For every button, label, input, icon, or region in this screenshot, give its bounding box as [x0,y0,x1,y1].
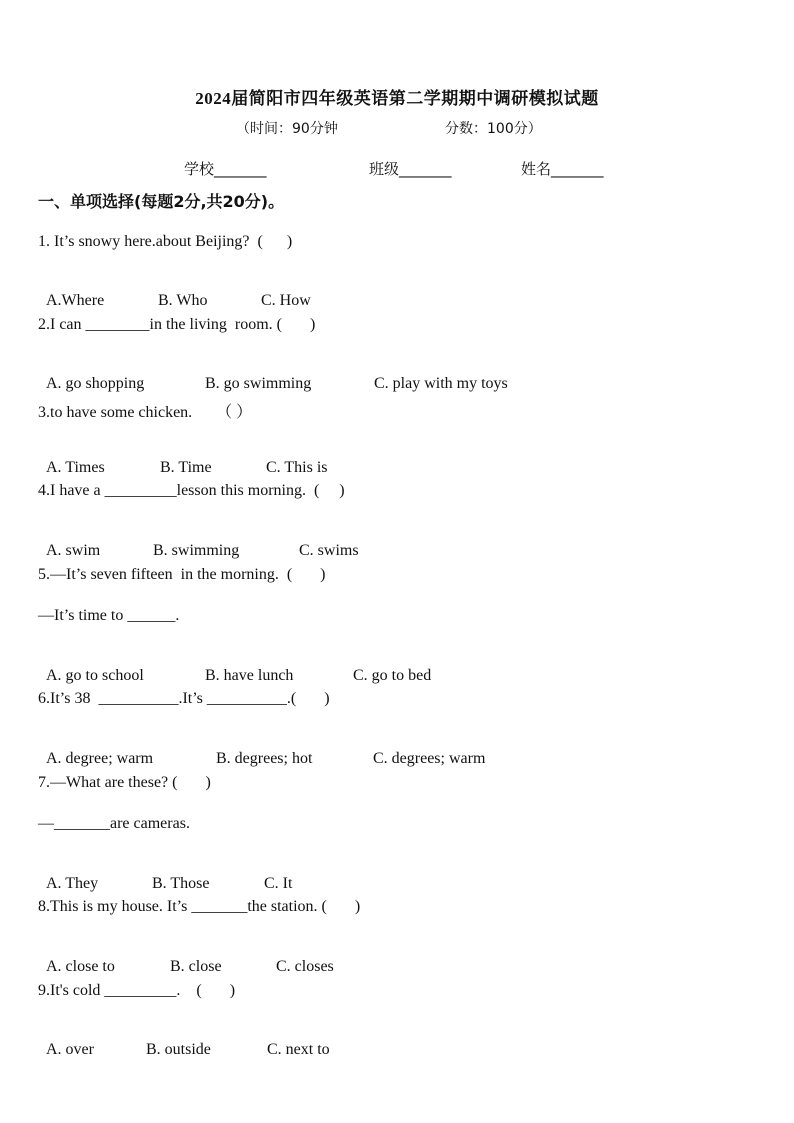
option-b: B. Who [158,292,208,309]
question-9-stem: 9.It's cold _________. ( ) [38,982,236,999]
option-b: B. have lunch [205,667,294,684]
option-a: A.Where [46,292,105,309]
option-c: C. next to [267,1041,330,1058]
option-a: A. over [46,1041,94,1058]
question-4-stem: 4.I have a _________lesson this morning. ( ) [38,482,345,499]
option-c: C. closes [276,958,334,975]
question-4-options [38,524,359,560]
name-field: 姓名_______ [521,160,604,178]
class-field: 班级_______ [369,160,452,178]
option-b: B. outside [146,1041,211,1058]
question-6-options [38,732,485,768]
option-c: C. degrees; warm [373,750,486,767]
question-7-options [38,857,292,893]
question-1-options [38,274,311,310]
question-7-stem: 7.—What are these? ( ) [38,774,211,791]
question-8-stem: 8.This is my house. It’s _______the station. ( ) [38,898,361,915]
question-9-options [38,1023,330,1059]
option-a: A. swim [46,542,101,559]
option-c: C. swims [299,542,359,559]
question-3-options [38,441,328,477]
option-b: B. Time [160,459,212,476]
exam-title: 2024届简阳市四年级英语第二学期期中调研模拟试题 [195,89,599,108]
question-7-response: —_______are cameras. [38,815,190,832]
question-2-stem: 2.I can ________in the living room. ( ) [38,316,316,333]
exam-score: 分数：100分） [445,121,542,137]
option-b: B. swimming [153,542,240,559]
question-5-stem: 5.—It’s seven fifteen in the morning. ( ) [38,566,326,583]
option-c: C. How [261,292,311,309]
option-a: A. Times [46,459,105,476]
question-5-options [38,649,431,685]
question-2-options [38,357,508,393]
option-a: A. close to [46,958,115,975]
option-a: A. go to school [46,667,144,684]
option-c: C. go to bed [353,667,432,684]
question-3-stem: 3.to have some chicken. （ ） [38,404,253,421]
option-b: B. close [170,958,222,975]
option-a: A. They [46,875,99,892]
option-b: B. go swimming [205,375,312,392]
school-field: 学校_______ [184,160,267,178]
option-a: A. degree; warm [46,750,154,767]
option-b: B. Those [152,875,210,892]
question-1-stem: 1. It’s snowy here.about Beijing? ( ) [38,233,293,250]
exam-time: （时间：90分钟 [236,121,338,137]
option-c: C. This is [266,459,328,476]
option-c: C. It [264,875,293,892]
question-8-options [38,940,334,976]
section-title: 一、单项选择(每题2分,共20分)。 [38,192,285,211]
question-6-stem: 6.It’s 38 __________.It’s __________.( ) [38,690,330,707]
option-c: C. play with my toys [374,375,508,392]
option-b: B. degrees; hot [216,750,313,767]
question-5-response: —It’s time to ______. [38,607,180,624]
option-a: A. go shopping [46,375,145,392]
